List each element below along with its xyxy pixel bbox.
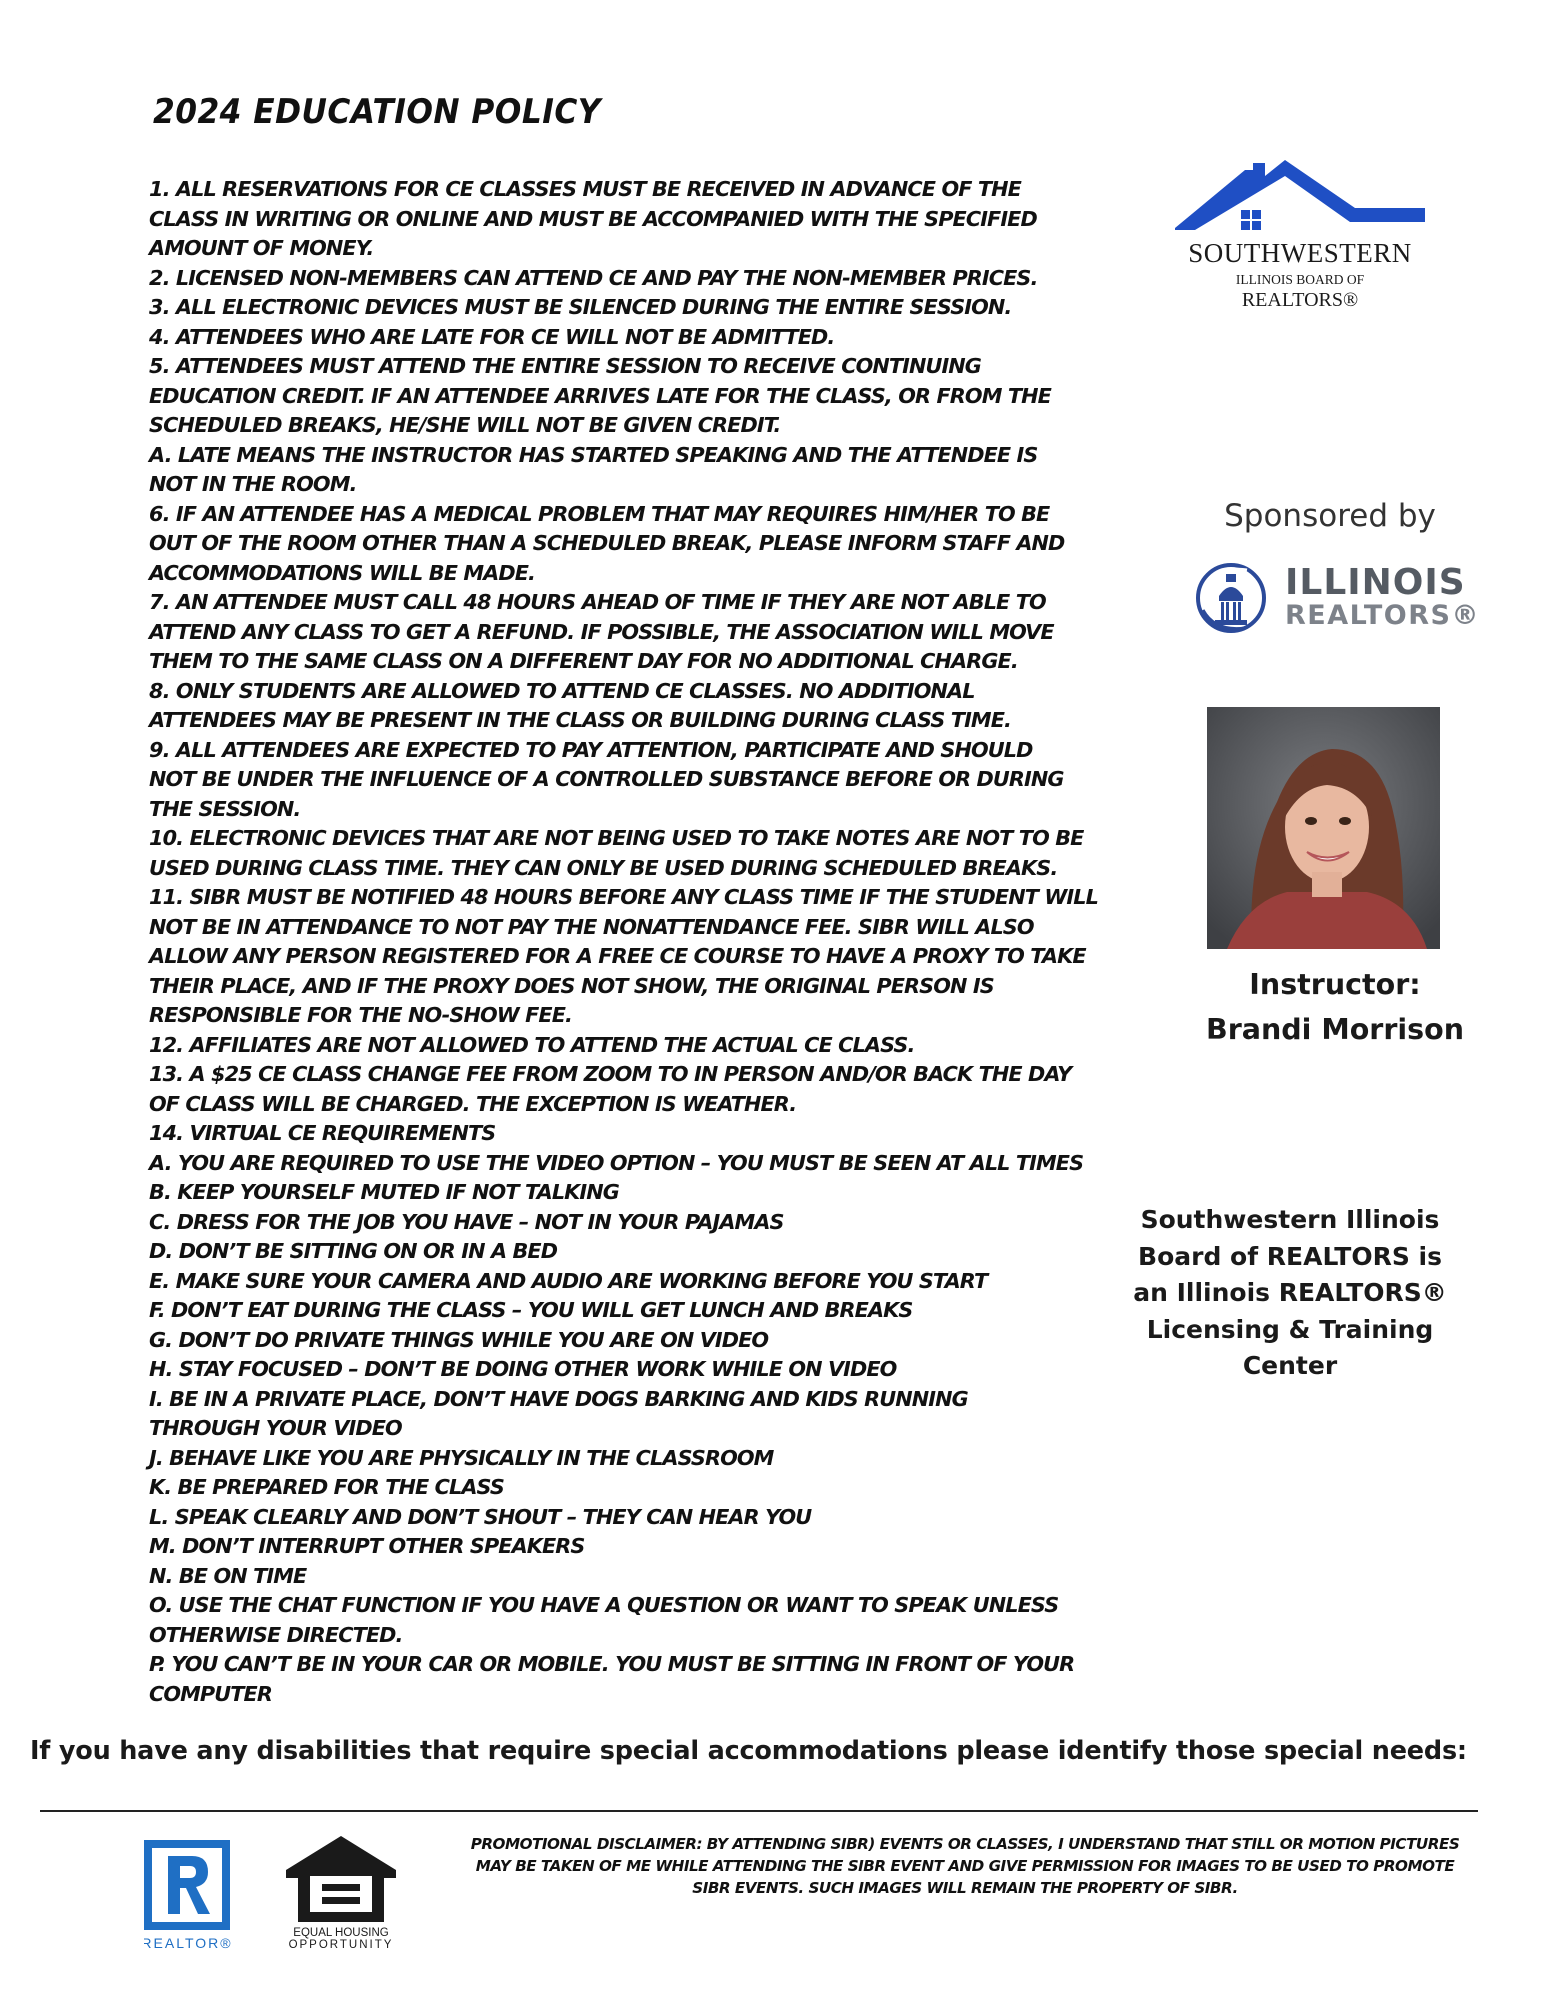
policy-line: I. BE IN A PRIVATE PLACE, DON’T HAVE DOGS BARKING AND KIDS RUNNING: [149, 1386, 968, 1411]
policy-line: H. STAY FOCUSED – DON’T BE DOING OTHER WORK WHILE ON VIDEO: [149, 1357, 897, 1381]
note-line: Southwestern Illinois: [1140, 1205, 1440, 1234]
policy-line: B. KEEP YOURSELF MUTED IF NOT TALKING: [149, 1180, 619, 1204]
policy-line: 6. IF AN ATTENDEE HAS A MEDICAL PROBLEM THAT MAY REQUIRES HIM/HER TO BE: [149, 501, 1050, 526]
house-roof-icon: [1175, 160, 1425, 238]
signature-line[interactable]: [40, 1810, 1478, 1812]
illinois-realtors-logo: [1195, 560, 1480, 635]
disclaimer-line: PROMOTIONAL DISCLAIMER: BY ATTENDING SIBR) EVENTS OR CLASSES, I UNDERSTAND THAT STILL OR MOTION PICTURES: [470, 1835, 1460, 1853]
realtor-logo: [144, 1840, 234, 1950]
page-title: 2024 EDUCATION POLICY: [153, 92, 601, 132]
disclaimer-line: MAY BE TAKEN OF ME WHILE ATTENDING THE SIBR EVENT AND GIVE PERMISSION FOR IMAGES TO BE USED TO PROMOTE: [475, 1857, 1455, 1875]
eho-line1: EQUAL HOUSING: [293, 1927, 389, 1939]
policy-line: THEM TO THE SAME CLASS ON A DIFFERENT DAY FOR NO ADDITIONAL CHARGE.: [149, 649, 1018, 673]
policy-line: 5. ATTENDEES MUST ATTEND THE ENTIRE SESSION TO RECEIVE CONTINUING: [149, 354, 981, 378]
policy-line: ATTEND ANY CLASS TO GET A REFUND. IF POSSIBLE, THE ASSOCIATION WILL MOVE: [149, 619, 1054, 644]
policy-line: RESPONSIBLE FOR THE NO-SHOW FEE.: [149, 1003, 573, 1027]
policy-line: OF CLASS WILL BE CHARGED. THE EXCEPTION IS WEATHER.: [149, 1091, 797, 1116]
policy-line: THROUGH YOUR VIDEO: [149, 1416, 402, 1440]
equal-housing-logo: [280, 1832, 402, 1950]
policy-line: OTHERWISE DIRECTED.: [149, 1622, 403, 1647]
policy-line: 13. A $25 CE CLASS CHANGE FEE FROM ZOOM TO IN PERSON AND/OR BACK THE DAY: [149, 1062, 1072, 1086]
policy-line: CLASS IN WRITING OR ONLINE AND MUST BE ACCOMPANIED WITH THE SPECIFIED: [149, 206, 1037, 231]
policy-line: USED DURING CLASS TIME. THEY CAN ONLY BE USED DURING SCHEDULED BREAKS.: [149, 855, 1058, 880]
disabilities-prompt: If you have any disabilities that require special accommodations please identify those special needs:: [30, 1736, 1467, 1766]
policy-line: C. DRESS FOR THE JOB YOU HAVE – NOT IN YOUR PAJAMAS: [149, 1209, 784, 1234]
policy-line: 7. AN ATTENDEE MUST CALL 48 HOURS AHEAD OF TIME IF THEY ARE NOT ABLE TO: [149, 590, 1046, 614]
note-line: Center: [1242, 1351, 1338, 1380]
swibr-logo-name: SOUTHWESTERN: [1188, 238, 1412, 268]
policy-line: ALLOW ANY PERSON REGISTERED FOR A FREE CE COURSE TO HAVE A PROXY TO TAKE: [149, 944, 1086, 968]
instructor-name: Brandi Morrison: [1205, 1013, 1465, 1046]
policy-line: AMOUNT OF MONEY.: [149, 236, 374, 260]
policy-line: O. USE THE CHAT FUNCTION IF YOU HAVE A QUESTION OR WANT TO SPEAK UNLESS: [149, 1593, 1059, 1617]
policy-text: [149, 175, 1154, 1709]
policy-line: THE SESSION.: [149, 796, 301, 821]
policy-line: 1. ALL RESERVATIONS FOR CE CLASSES MUST BE RECEIVED IN ADVANCE OF THE: [149, 177, 1021, 201]
policy-line: SCHEDULED BREAKS, HE/SHE WILL NOT BE GIVEN CREDIT.: [149, 413, 781, 437]
note-line: Board of REALTORS is: [1138, 1241, 1442, 1271]
policy-line: EDUCATION CREDIT. IF AN ATTENDEE ARRIVES LATE FOR THE CLASS, OR FROM THE: [149, 383, 1051, 408]
policy-line: K. BE PREPARED FOR THE CLASS: [149, 1475, 504, 1499]
note-line: Licensing & Training: [1146, 1314, 1434, 1344]
policy-line: E. MAKE SURE YOUR CAMERA AND AUDIO ARE WORKING BEFORE YOU START: [149, 1268, 988, 1293]
swibr-logo: [1170, 160, 1430, 320]
policy-line: ATTENDEES MAY BE PRESENT IN THE CLASS OR BUILDING DURING CLASS TIME.: [149, 708, 1012, 732]
instructor-photo: [1207, 707, 1440, 949]
promotional-disclaimer: [400, 1833, 1530, 1899]
policy-line: M. DON’T INTERRUPT OTHER SPEAKERS: [149, 1534, 585, 1558]
illinois-realtors-logo-line2: REALTORS®: [1285, 600, 1480, 631]
policy-line: NOT IN THE ROOM.: [149, 472, 357, 496]
policy-line: 10. ELECTRONIC DEVICES THAT ARE NOT BEING USED TO TAKE NOTES ARE NOT TO BE: [149, 826, 1084, 850]
policy-line: F. DON’T EAT DURING THE CLASS – YOU WILL GET LUNCH AND BREAKS: [149, 1298, 913, 1322]
policy-line: ACCOMMODATIONS WILL BE MADE.: [149, 560, 536, 585]
realtor-logo-text: REALTOR®: [144, 1935, 233, 1951]
policy-line: NOT BE UNDER THE INFLUENCE OF A CONTROLLED SUBSTANCE BEFORE OR DURING: [149, 767, 1064, 791]
disclaimer-line: SIBR EVENTS. SUCH IMAGES WILL REMAIN THE PROPERTY OF SIBR.: [692, 1879, 1238, 1897]
policy-line: 3. ALL ELECTRONIC DEVICES MUST BE SILENCED DURING THE ENTIRE SESSION.: [149, 295, 1012, 319]
policy-line: 4. ATTENDEES WHO ARE LATE FOR CE WILL NOT BE ADMITTED.: [149, 324, 835, 349]
policy-line: A. LATE MEANS THE INSTRUCTOR HAS STARTED SPEAKING AND THE ATTENDEE IS: [149, 442, 1038, 467]
policy-line: 8. ONLY STUDENTS ARE ALLOWED TO ATTEND CE CLASSES. NO ADDITIONAL: [149, 678, 975, 703]
policy-line: D. DON’T BE SITTING ON OR IN A BED: [149, 1239, 558, 1263]
policy-line: N. BE ON TIME: [149, 1563, 307, 1588]
policy-line: L. SPEAK CLEARLY AND DON’T SHOUT – THEY CAN HEAR YOU: [149, 1504, 812, 1529]
note-line: an Illinois REALTORS®: [1133, 1278, 1447, 1307]
sponsored-by-label: Sponsored by: [1224, 498, 1436, 534]
policy-line: P. YOU CAN’T BE IN YOUR CAR OR MOBILE. YOU MUST BE SITTING IN FRONT OF YOUR: [149, 1652, 1075, 1676]
policy-line: 9. ALL ATTENDEES ARE EXPECTED TO PAY ATTENTION, PARTICIPATE AND SHOULD: [149, 737, 1033, 762]
policy-line: 11. SIBR MUST BE NOTIFIED 48 HOURS BEFORE ANY CLASS TIME IF THE STUDENT WILL: [149, 885, 1098, 909]
policy-line: J. BEHAVE LIKE YOU ARE PHYSICALLY IN THE CLASSROOM: [149, 1445, 774, 1470]
training-center-note: [1120, 1202, 1460, 1385]
capitol-dome-icon: [1195, 560, 1275, 636]
instructor-label: Instructor:: [1249, 968, 1421, 1001]
policy-line: NOT BE IN ATTENDANCE TO NOT PAY THE NONATTENDANCE FEE. SIBR WILL ALSO: [149, 914, 1034, 939]
instructor-block: [1185, 962, 1485, 1052]
policy-line: THEIR PLACE, AND IF THE PROXY DOES NOT SHOW, THE ORIGINAL PERSON IS: [149, 973, 994, 998]
policy-line: 14. VIRTUAL CE REQUIREMENTS: [149, 1121, 496, 1145]
policy-line: A. YOU ARE REQUIRED TO USE THE VIDEO OPTION – YOU MUST BE SEEN AT ALL TIMES: [149, 1150, 1084, 1175]
eho-line2: OPPORTUNITY: [288, 1939, 394, 1950]
policy-line: OUT OF THE ROOM OTHER THAN A SCHEDULED BREAK, PLEASE INFORM STAFF AND: [149, 531, 1065, 555]
policy-line: 12. AFFILIATES ARE NOT ALLOWED TO ATTEND THE ACTUAL CE CLASS.: [149, 1032, 915, 1057]
swibr-logo-board: ILLINOIS BOARD OF: [1235, 272, 1365, 287]
policy-line: 2. LICENSED NON-MEMBERS CAN ATTEND CE AND PAY THE NON-MEMBER PRICES.: [149, 265, 1038, 290]
policy-line: G. DON’T DO PRIVATE THINGS WHILE YOU ARE ON VIDEO: [149, 1327, 769, 1352]
policy-line: COMPUTER: [149, 1681, 272, 1706]
swibr-logo-realtors: REALTORS®: [1241, 289, 1359, 311]
illinois-realtors-logo-line1: ILLINOIS: [1285, 562, 1466, 603]
